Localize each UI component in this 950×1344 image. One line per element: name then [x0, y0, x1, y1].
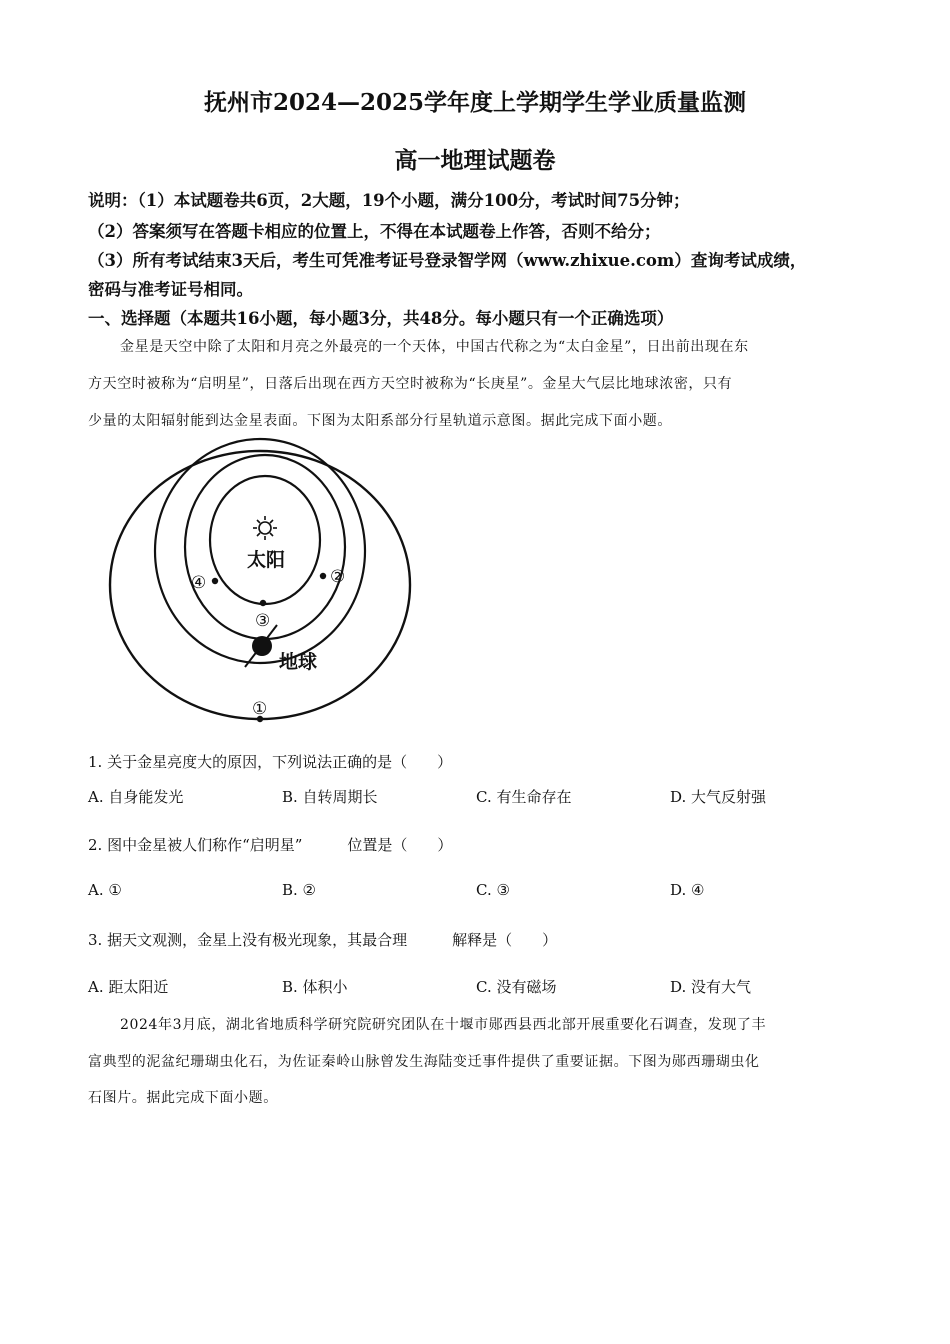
- position-4-label: ④: [191, 573, 207, 593]
- question-3-option-b[interactable]: B. 体积小: [282, 978, 348, 996]
- instruction-line-3: （3）所有考试结束3天后，考生可凭准考证号登录智学网（www.zhixue.com）查询考试成绩，: [88, 251, 807, 270]
- passage-2-line-1: 2024年3月底，湖北省地质科学研究院研究团队在十堰市郧西县西北部开展重要化石调查，发现了丰: [120, 1017, 767, 1033]
- instruction-line-4: 密码与准考证号相同。: [88, 280, 253, 299]
- question-1-stem: 1. 关于金星亮度大的原因，下列说法正确的是（ ）: [88, 753, 453, 771]
- position-2-label: ②: [330, 567, 346, 587]
- question-3-option-d[interactable]: D. 没有大气: [670, 978, 752, 996]
- page-subtitle: 高一地理试题卷: [394, 147, 556, 174]
- passage-2-line-2: 富典型的泥盆纪珊瑚虫化石，为佐证秦岭山脉曾发生海陆变迁事件提供了重要证据。下图为郧西珊瑚虫化: [88, 1054, 760, 1070]
- question-1-option-c[interactable]: C. 有生命存在: [476, 788, 572, 806]
- question-3-option-a[interactable]: A. 距太阳近: [88, 978, 169, 996]
- position-3-label: ③: [255, 611, 271, 631]
- passage-1-line-2: 方天空时被称为“启明星”，日落后出现在西方天空时被称为“长庚星”。金星大气层比地球浓密，只有: [88, 376, 733, 392]
- page-title: 抚州市2024—2025学年度上学期学生学业质量监测: [203, 89, 747, 116]
- sun-icon: [253, 516, 277, 540]
- venus-position-3-dot: [260, 600, 266, 606]
- question-3-option-c[interactable]: C. 没有磁场: [476, 978, 557, 996]
- question-2-option-d[interactable]: D. ④: [670, 881, 705, 899]
- section-heading: 一、选择题（本题共16小题，每小题3分，共48分。每小题只有一个正确选项）: [88, 309, 674, 328]
- question-1-option-d[interactable]: D. 大气反射强: [670, 788, 767, 806]
- earth-icon: [252, 636, 272, 656]
- orbit-diagram: [95, 435, 425, 735]
- venus-position-4-dot: [212, 578, 218, 584]
- position-1-label: ①: [252, 699, 268, 719]
- question-1-option-b[interactable]: B. 自转周期长: [282, 788, 378, 806]
- question-2-option-c[interactable]: C. ③: [476, 881, 510, 899]
- passage-1-line-3: 少量的太阳辐射能到达金星表面。下图为太阳系部分行星轨道示意图。据此完成下面小题。: [88, 413, 672, 429]
- question-2-option-a[interactable]: A. ①: [88, 881, 122, 899]
- question-2-option-b[interactable]: B. ②: [282, 881, 317, 899]
- question-3-stem: 3. 据天文观测，金星上没有极光现象，其最合理 解释是（ ）: [88, 931, 558, 949]
- instruction-line-2: （2）答案须写在答题卡相应的位置上，不得在本试题卷上作答，否则不给分；: [88, 222, 661, 241]
- instruction-line-1: 说明：（1）本试题卷共6页，2大题，19个小题，满分100分，考试时间75分钟；: [88, 191, 690, 210]
- sun-label: 太阳: [247, 549, 286, 571]
- question-2-stem: 2. 图中金星被人们称作“启明星” 位置是（ ）: [88, 836, 453, 854]
- passage-2-line-3: 石图片。据此完成下面小题。: [88, 1090, 278, 1106]
- passage-1-line-1: 金星是天空中除了太阳和月亮之外最亮的一个天体，中国古代称之为“太白金星”，日出前出现在东: [120, 339, 749, 355]
- earth-label: 地球: [279, 651, 318, 673]
- question-1-option-a[interactable]: A. 自身能发光: [88, 788, 184, 806]
- venus-position-2-dot: [320, 573, 326, 579]
- outer-orbit: [110, 451, 410, 719]
